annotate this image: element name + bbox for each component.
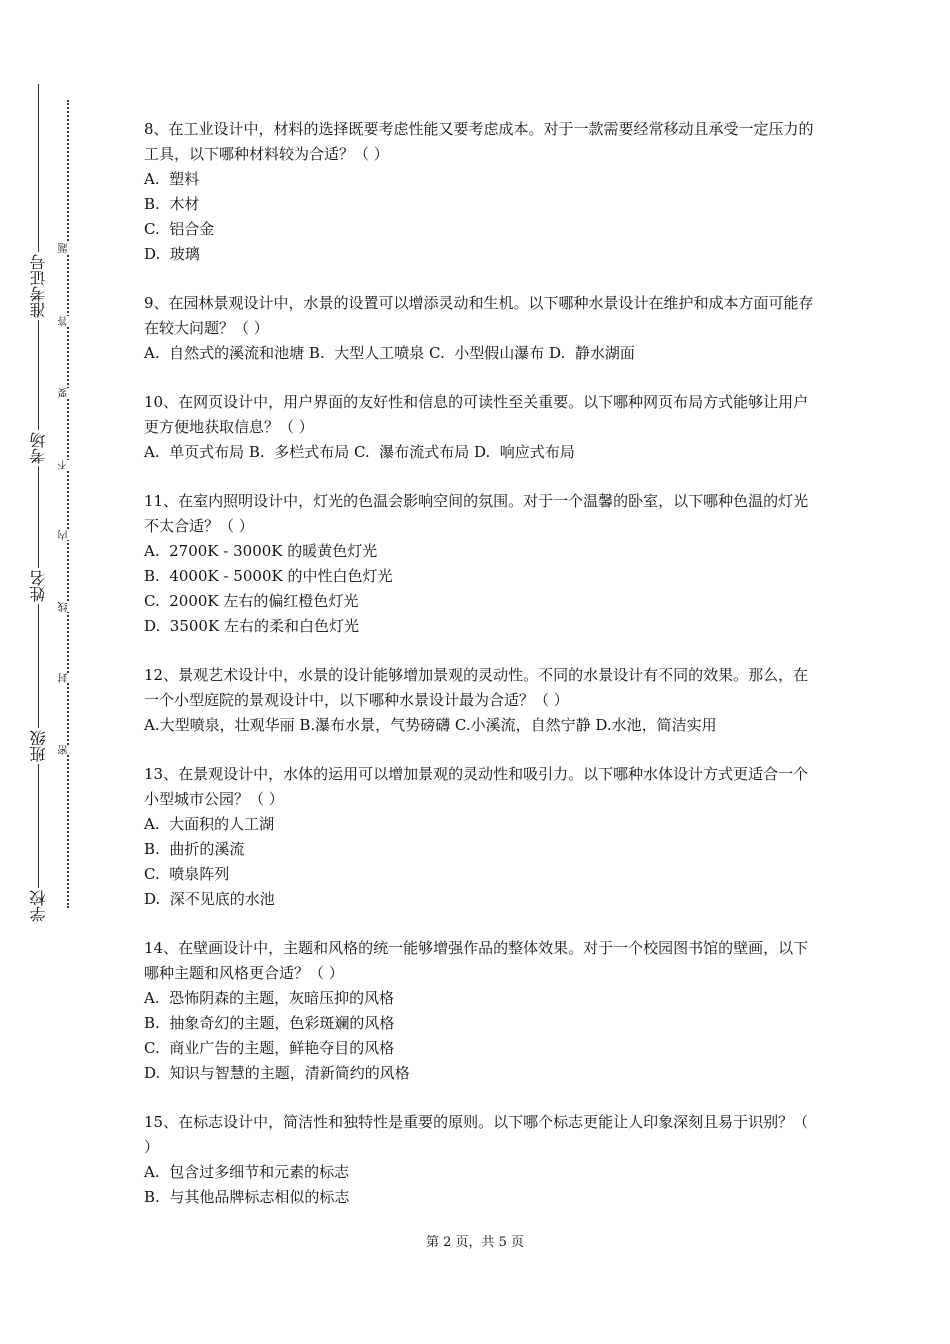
seal-char: 题 bbox=[58, 243, 78, 253]
seal-char: 线 bbox=[58, 602, 78, 612]
question-stem: 13、在景观设计中，水体的运用可以增加景观的灵动性和吸引力。以下哪种水体设计方式更适合一个小型城市公园？（ ） bbox=[144, 765, 809, 808]
option: C. 喷泉阵列 bbox=[144, 865, 230, 883]
question-stem: 11、在室内照明设计中，灯光的色温会影响空间的氛围。对于一个温馨的卧室，以下哪种色温的灯光不太合适？（ ） bbox=[144, 492, 809, 535]
option: D. 3500K 左右的柔和白色灯光 bbox=[144, 617, 359, 635]
question-14 bbox=[144, 936, 814, 1086]
option: B. 与其他品牌标志相似的标志 bbox=[144, 1188, 350, 1206]
option: A. 恐怖阴森的主题，灰暗压抑的风格 bbox=[144, 989, 395, 1007]
question-15 bbox=[144, 1110, 814, 1210]
question-9 bbox=[144, 291, 814, 366]
question-12 bbox=[144, 663, 814, 738]
school-label: 学校 bbox=[24, 888, 54, 924]
question-10 bbox=[144, 390, 814, 465]
seal-char: 密 bbox=[58, 745, 78, 755]
seal-char: 要 bbox=[58, 388, 78, 398]
seal-char: 不 bbox=[58, 460, 78, 470]
question-11 bbox=[144, 489, 814, 639]
question-8 bbox=[144, 117, 814, 267]
name-label: 姓名 bbox=[24, 568, 54, 604]
exam-room-label: 考场 bbox=[24, 430, 54, 466]
option: C. 铝合金 bbox=[144, 220, 215, 238]
question-stem: 8、在工业设计中，材料的选择既要考虑性能又要考虑成本。对于一款需要经常移动且承受一定压力的工具，以下哪种材料较为合适？（ ） bbox=[144, 120, 814, 163]
option: A. 自然式的溪流和池塘 B. 大型人工喷泉 C. 小型假山瀑布 D. 静水湖面 bbox=[144, 344, 635, 362]
option: D. 深不见底的水池 bbox=[144, 890, 275, 908]
option: B. 抽象奇幻的主题，色彩斑斓的风格 bbox=[144, 1014, 395, 1032]
seal-char: 内 bbox=[58, 530, 78, 540]
option: B. 4000K - 5000K 的中性白色灯光 bbox=[144, 567, 393, 585]
option: D. 玻璃 bbox=[144, 245, 200, 263]
class-label: 班级 bbox=[24, 728, 54, 764]
option: A. 塑料 bbox=[144, 170, 200, 188]
page-footer: 第 2 页，共 5 页 bbox=[425, 1235, 525, 1250]
option: A.大型喷泉，壮观华丽 B.瀑布水景，气势磅礴 C.小溪流，自然宁静 D.水池，简洁实用 bbox=[144, 716, 717, 734]
option: C. 商业广告的主题，鲜艳夺目的风格 bbox=[144, 1039, 395, 1057]
question-stem: 9、在园林景观设计中，水景的设置可以增添灵动和生机。以下哪种水景设计在维护和成本方面可能存在较大问题？（ ） bbox=[144, 294, 814, 337]
exam-id-label: 准考证号 bbox=[24, 252, 54, 320]
question-stem: 14、在壁画设计中，主题和风格的统一能够增强作品的整体效果。对于一个校园图书馆的壁画，以下哪种主题和风格更合适？（ ） bbox=[144, 939, 809, 982]
option: A. 单页式布局 B. 多栏式布局 C. 瀑布流式布局 D. 响应式布局 bbox=[144, 443, 575, 461]
question-stem: 12、景观艺术设计中，水景的设计能够增加景观的灵动性。不同的水景设计有不同的效果。那么，在一个小型庭院的景观设计中，以下哪种水景设计最为合适？（ ） bbox=[144, 666, 809, 709]
question-13 bbox=[144, 762, 814, 912]
option: D. 知识与智慧的主题，清新简约的风格 bbox=[144, 1064, 410, 1082]
question-stem: 10、在网页设计中，用户界面的友好性和信息的可读性至关重要。以下哪种网页布局方式能够让用户更方便地获取信息？（ ） bbox=[144, 393, 809, 436]
binding-line bbox=[38, 84, 39, 924]
option: A. 大面积的人工湖 bbox=[144, 815, 275, 833]
option: A. 2700K - 3000K 的暖黄色灯光 bbox=[144, 542, 378, 560]
question-stem: 15、在标志设计中，简洁性和独特性是重要的原则。以下哪个标志更能让人印象深刻且易于识别？（ ） bbox=[144, 1113, 809, 1156]
question-list bbox=[144, 117, 814, 1234]
binding-margin bbox=[0, 0, 120, 1344]
seal-char: 封 bbox=[58, 673, 78, 683]
option: C. 2000K 左右的偏红橙色灯光 bbox=[144, 592, 359, 610]
seal-dotted-line bbox=[67, 100, 69, 908]
seal-char: 答 bbox=[58, 316, 78, 326]
option: B. 木材 bbox=[144, 195, 200, 213]
option: B. 曲折的溪流 bbox=[144, 840, 245, 858]
option: A. 包含过多细节和元素的标志 bbox=[144, 1163, 350, 1181]
